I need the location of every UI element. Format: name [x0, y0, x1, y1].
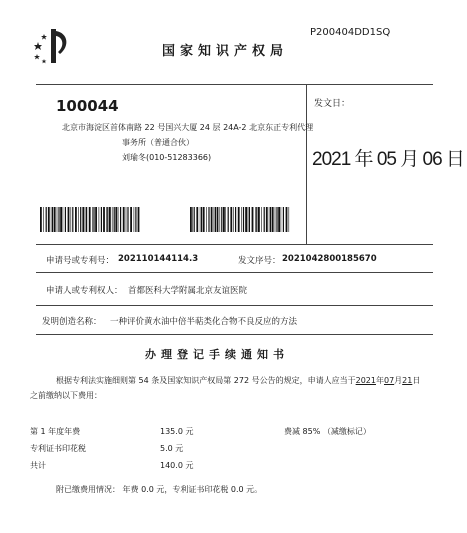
month-char: 月: [394, 376, 403, 385]
recipient-address-line1: 北京市海淀区首体南路 22 号国兴大厦 24 层 24A-2 北京东正专利代理: [62, 123, 314, 132]
fee-name: 第 1 年度年费: [30, 427, 81, 436]
table-border: [36, 244, 433, 245]
recipient-postcode: 100044: [56, 97, 119, 115]
table-divider-vertical: [306, 84, 307, 244]
fee-total-name: 共计: [30, 461, 46, 470]
day-char: 日: [412, 376, 421, 385]
invention-title-label: 发明创造名称：: [42, 317, 102, 327]
applicant-name: 首都医科大学附属北京友谊医院: [128, 286, 248, 296]
table-border: [36, 305, 433, 306]
serial-number-label: 发文序号：: [238, 256, 281, 266]
fee-amount: 5.0 元: [160, 444, 184, 453]
applicant-label: 申请人或专利权人：: [46, 286, 123, 296]
barcode: [40, 207, 140, 232]
fee-total-amount: 140.0 元: [160, 461, 194, 470]
deadline-day: 21: [402, 376, 413, 385]
table-border: [36, 272, 433, 273]
application-number-label: 申请号或专利号：: [46, 256, 115, 266]
deadline-month: 07: [383, 376, 395, 385]
table-border-bottom: [36, 334, 433, 335]
table-border-top: [36, 84, 433, 85]
recipient-address-line2: 事务所（普通合伙）: [122, 138, 194, 147]
recipient-contact: 刘瑜冬(010-51283366): [122, 153, 212, 162]
deadline-year: 2021: [355, 376, 376, 385]
notice-title: 办理登记手续通知书: [145, 348, 289, 361]
fee-amount: 135.0 元: [160, 427, 194, 436]
serial-number: 2021042800185670: [282, 254, 377, 264]
notice-body-line2: 之前缴纳以下费用：: [30, 391, 102, 400]
notice-body-line1: [56, 375, 420, 386]
cnipa-logo-icon: [32, 26, 74, 66]
fee-name: 专利证书印花税: [30, 444, 86, 453]
dispatch-date-label: 发文日：: [314, 99, 351, 109]
year-char: 年: [375, 376, 384, 385]
dispatch-date: 2021 年 05 月 06 日: [312, 149, 464, 170]
paid-fees-summary: 附已缴费用情况： 年费 0.0 元，专利证书印花税 0.0 元。: [56, 485, 263, 494]
barcode: [190, 207, 290, 232]
invention-title: 一种评价黄水油中倍半萜类化合物不良反应的方法: [110, 317, 298, 327]
document-code: P200404DD1SQ: [310, 27, 391, 38]
fee-note: 费减 85% （减缴标记）: [284, 427, 371, 436]
office-name: 国家知识产权局: [162, 44, 289, 59]
notice-body-text: 根据专利法实施细则第 54 条及国家知识产权局第 272 号公告的规定，申请人应当于: [56, 376, 356, 385]
application-number: 202110144114.3: [118, 254, 199, 264]
